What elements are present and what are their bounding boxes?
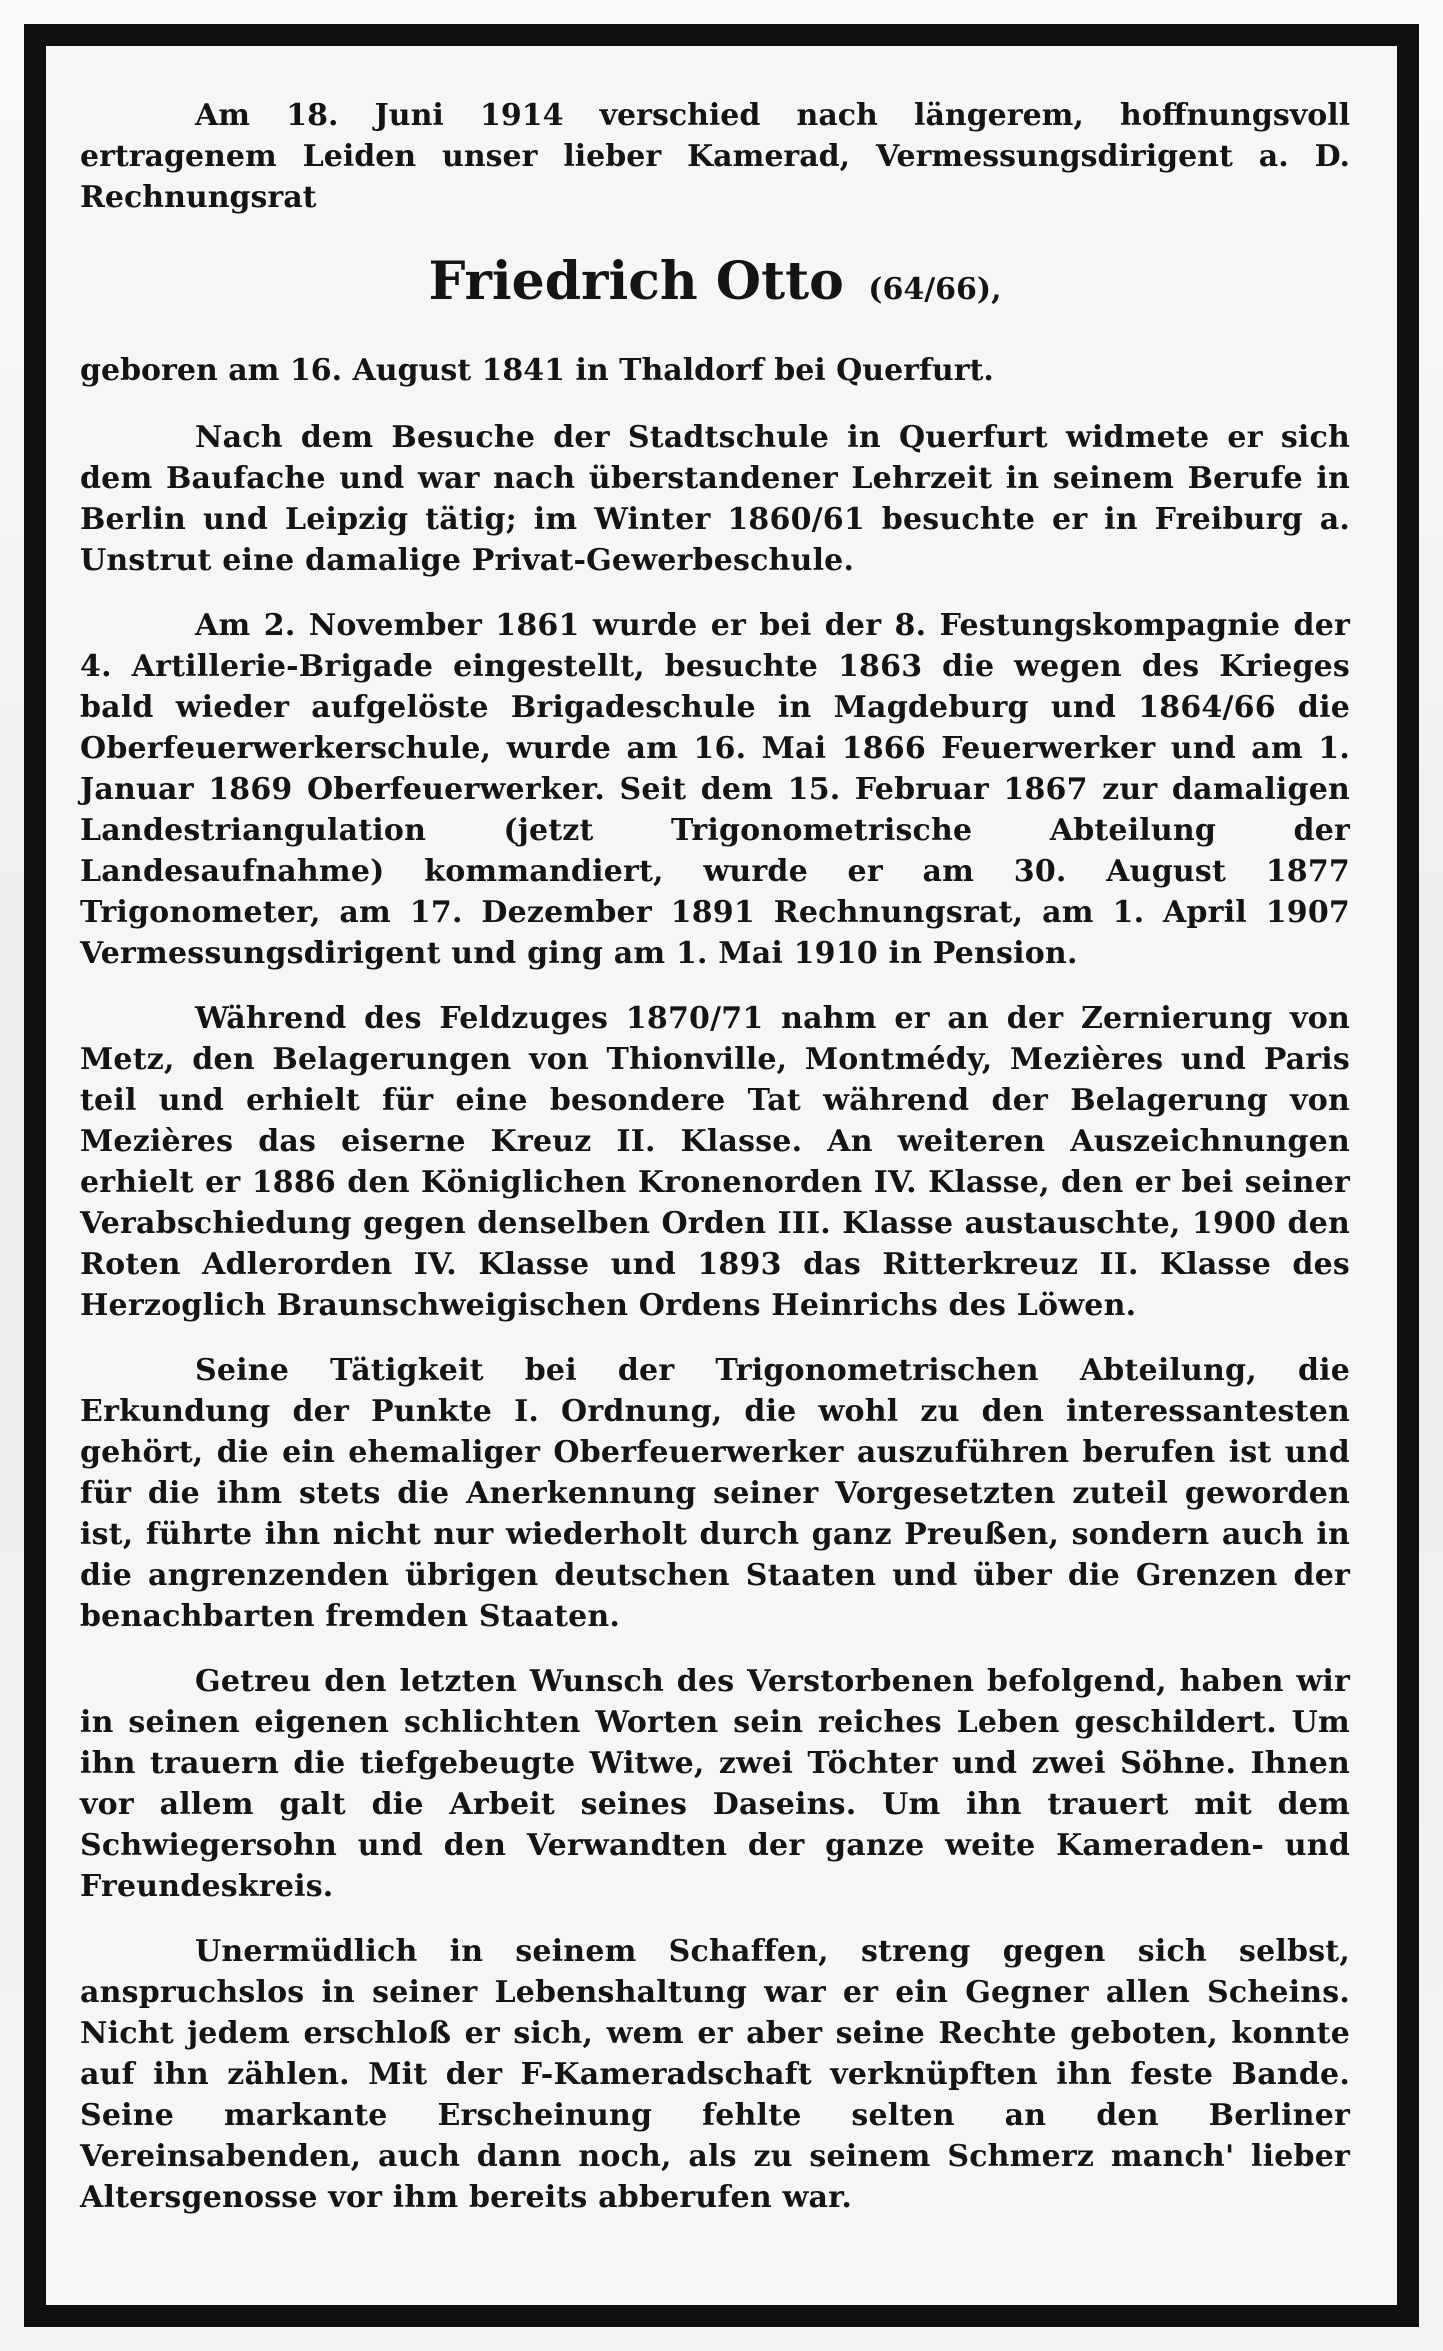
intro-paragraph: Am 18. Juni 1914 verschied nach längerem, hoffnungsvoll ertragenem Leiden unser lieber Kamerad, Vermessungsdirigent a. D. Rechnungsrat [80, 98, 1350, 215]
paragraph-character: Unermüdlich in seinem Schaffen, streng gegen sich selbst, anspruchslos in seiner Lebenshaltung war er ein Gegner allen Scheins. Nicht jedem erschloß er sich, wem er aber seine Rechte geboten, konnte auf ihn zählen. Mit der F-Kameradschaft verknüpften ihn feste Bande. Seine markante Erscheinung fehlte selten an den Berliner Vereinsabenden, auch dann noch, als zu seinem Schmerz manch' lieber Altersgenosse vor ihm bereits abberufen war. [80, 1934, 1350, 2215]
obituary-text [80, 95, 1350, 2242]
paragraph-mourners: Getreu den letzten Wunsch des Verstorbenen befolgend, haben wir in seinen eigenen schlichten Worten sein reiches Leben geschildert. Um ihn trauern die tiefgebeugte Witwe, zwei Töchter und zwei Söhne. Ihnen vor allem galt die Arbeit seines Daseins. Um ihn trauert mit dem Schwiegersohn und den Verwandten der ganze weite Kameraden- und Freundeskreis. [80, 1664, 1350, 1904]
name-line [80, 252, 1350, 320]
paragraph-education: Nach dem Besuche der Stadtschule in Querfurt widmete er sich dem Baufache und war nach überstandener Lehrzeit in seinem Berufe in Berlin und Leipzig tätig; im Winter 1860/61 besuchte er in Freiburg a. Unstrut eine damalige Privat-Gewerbeschule. [80, 420, 1350, 578]
membership-number: (64/66), [868, 272, 1002, 307]
deceased-name: Friedrich Otto [428, 251, 844, 312]
paragraph-campaign: Während des Feldzuges 1870/71 nahm er an der Zernierung von Metz, den Belagerungen von Thionville, Montmédy, Mezières und Paris teil und erhielt für eine besondere Tat während der Belagerung von Mezières das eiserne Kreuz II. Klasse. An weiteren Auszeichnungen erhielt er 1886 den Königlichen Kronenorden IV. Klasse, den er bei seiner Verabschiedung gegen denselben Orden III. Klasse austauschte, 1900 den Roten Adlerorden IV. Klasse und 1893 das Ritterkreuz II. Klasse des Herzoglich Braunschweigischen Ordens Heinrichs des Löwen. [80, 1001, 1350, 1323]
paragraph-work: Seine Tätigkeit bei der Trigonometrischen Abteilung, die Erkundung der Punkte I. Ordnung, die wohl zu den interessantesten gehört, die ein ehemaliger Oberfeuerwerker auszuführen berufen ist und für die ihm stets die Anerkennung seiner Vorgesetzten zuteil geworden ist, führte ihn nicht nur wiederholt durch ganz Preußen, sondern auch in die angrenzenden übrigen deutschen Staaten und über die Grenzen der benachbarten fremden Staaten. [80, 1353, 1350, 1634]
birth-line: geboren am 16. August 1841 in Thaldorf bei Querfurt. [80, 353, 994, 388]
paragraph-career: Am 2. November 1861 wurde er bei der 8. Festungskompagnie der 4. Artillerie-Brigade eingestellt, besuchte 1863 die wegen des Krieges bald wieder aufgelöste Brigadeschule in Magdeburg und 1864/66 die Oberfeuerwerkerschule, wurde am 16. Mai 1866 Feuerwerker und am 1. Januar 1869 Oberfeuerwerker. Seit dem 15. Februar 1867 zur damaligen Landestriangulation (jetzt Trigonometrische Abteilung der Landesaufnahme) kommandiert, wurde er am 30. August 1877 Trigonometer, am 17. Dezember 1891 Rechnungsrat, am 1. April 1907 Vermessungsdirigent und ging am 1. Mai 1910 in Pension. [80, 608, 1350, 971]
